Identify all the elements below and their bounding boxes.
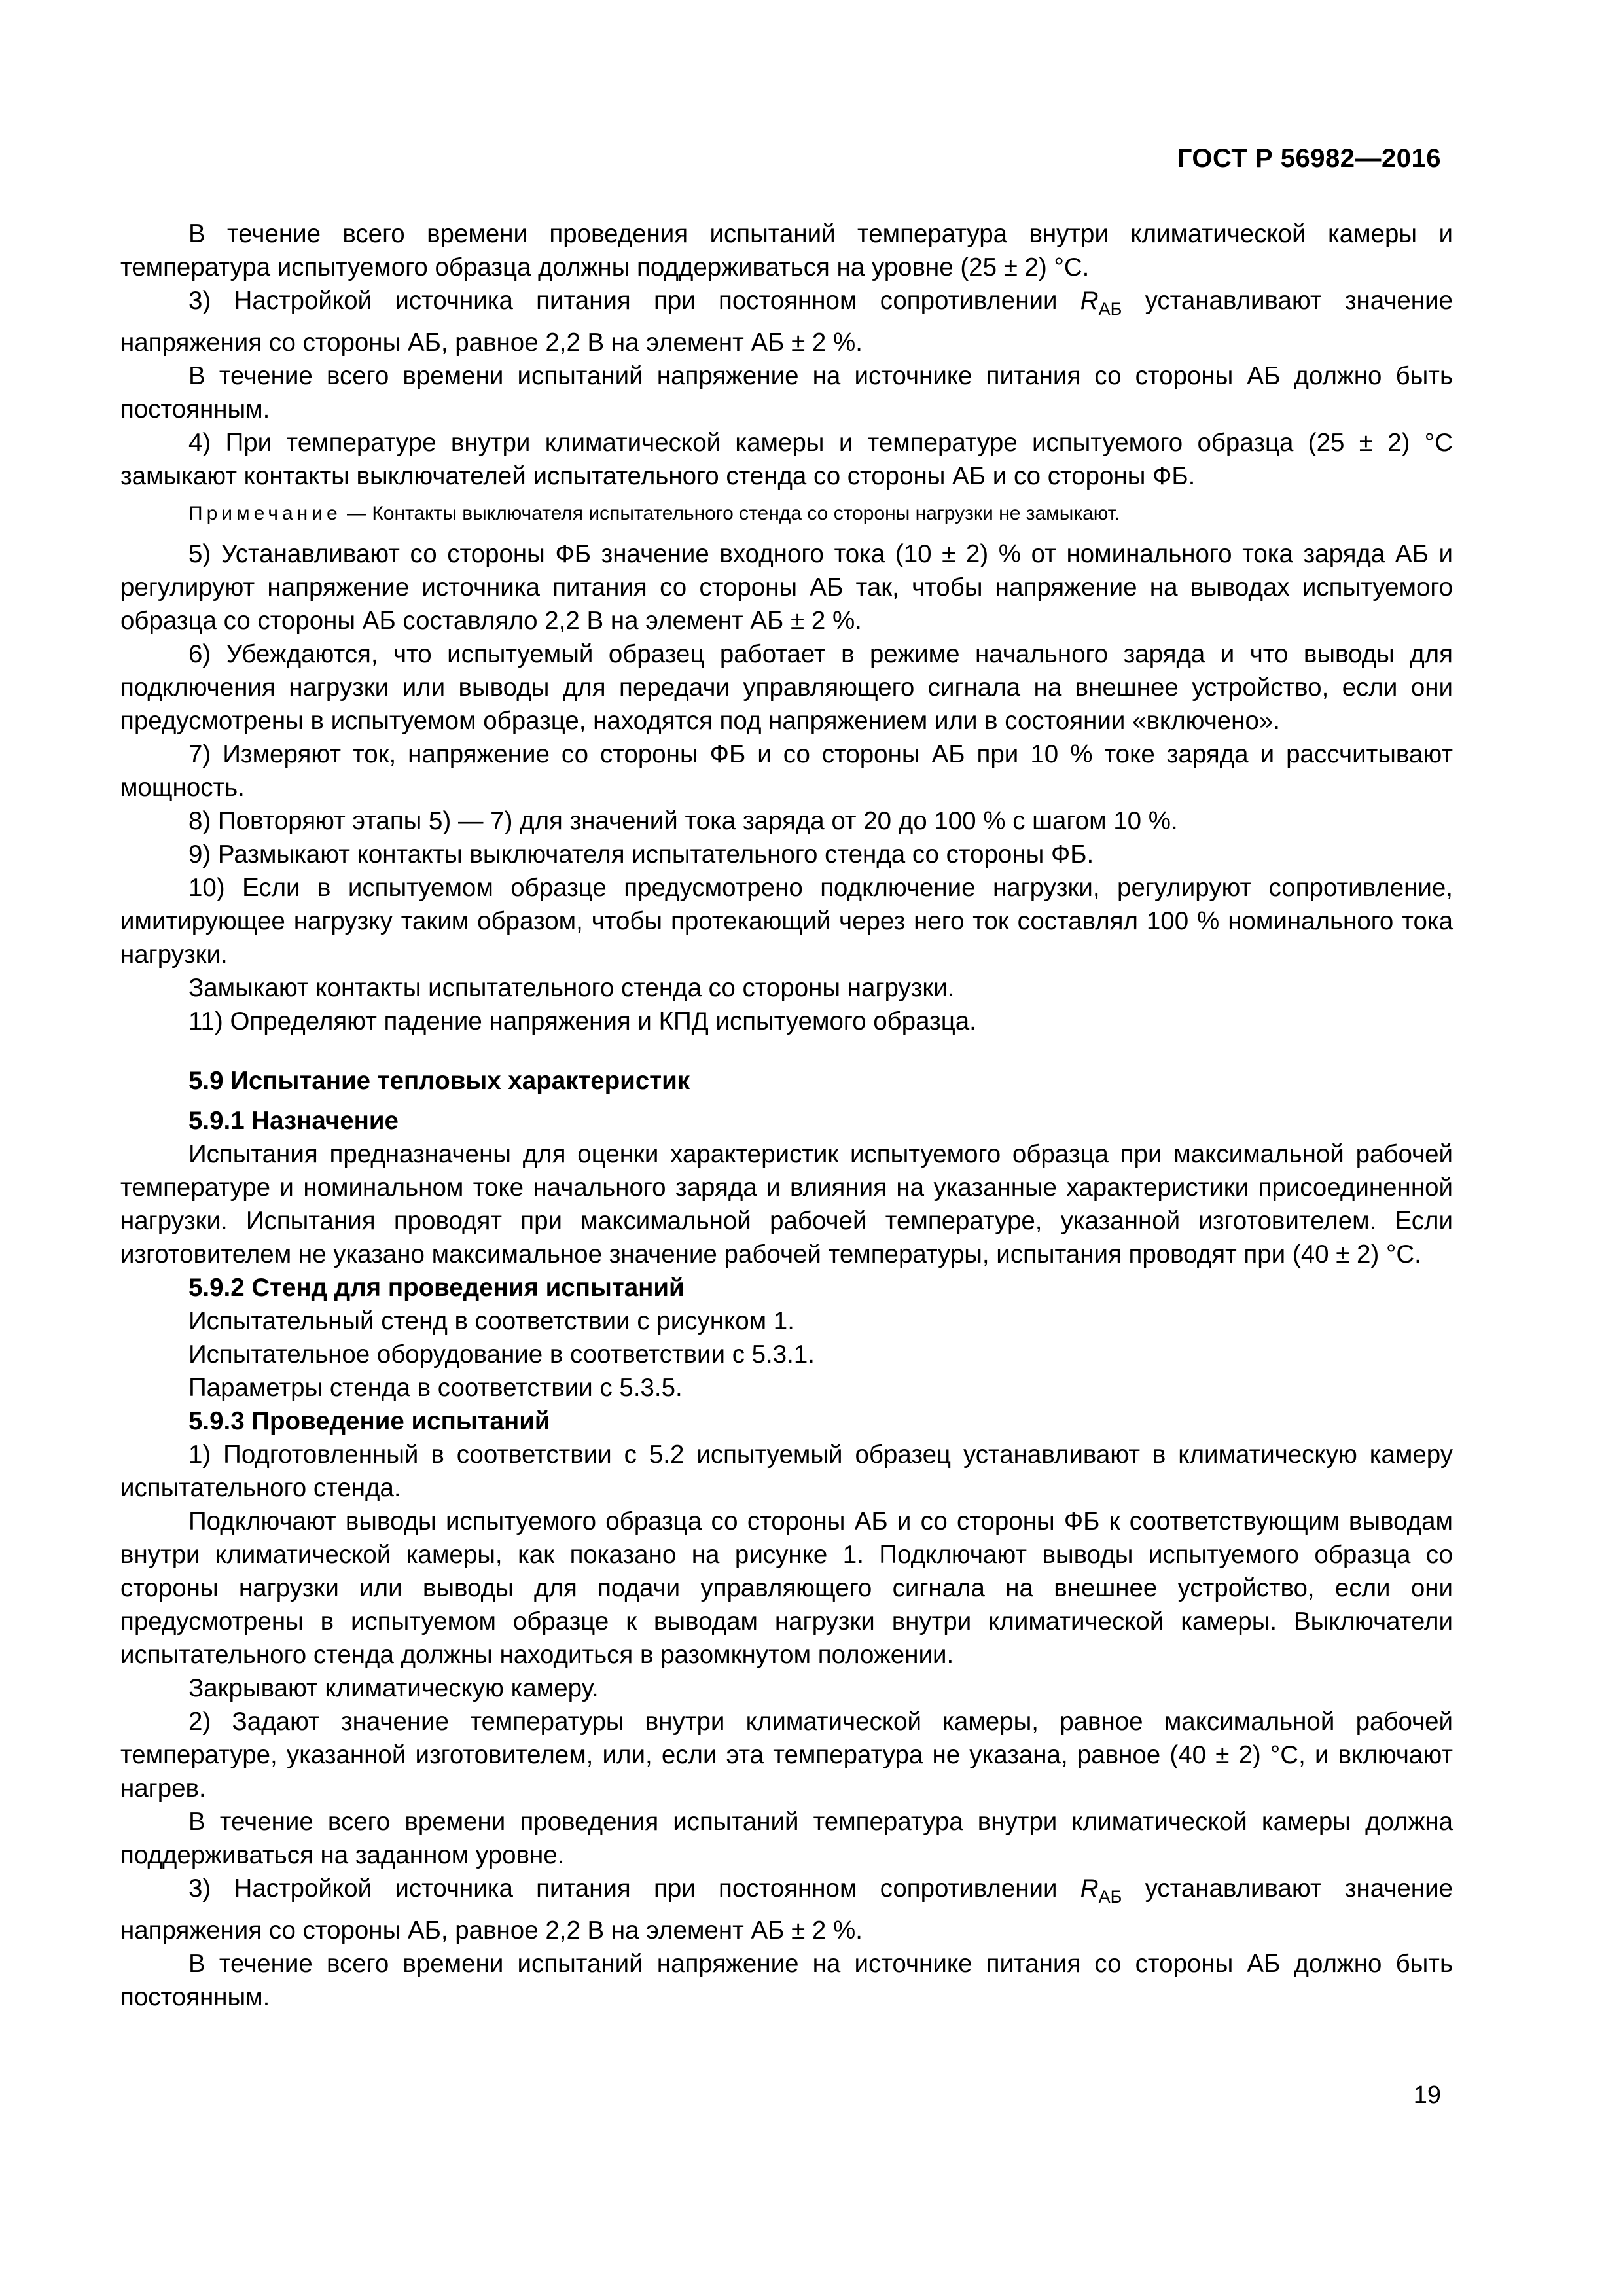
paragraph: В течение всего времени проведения испытаний температура внутри климатической камеры и температура испытуемого образца должны поддерживаться на уровне (25 ± 2) °С. <box>120 220 1453 281</box>
paragraph: 4) При температуре внутри климатической камеры и температуре испытуемого образца (25 ± 2) °С замыкают контакты выключателей испытательного стенда со стороны АБ и со стороны ФБ. <box>120 429 1453 490</box>
paragraph: В течение всего времени проведения испытаний температура внутри климатической камеры должна поддерживаться на заданном уровне. <box>120 1808 1453 1869</box>
paragraph: 11) Определяют падение напряжения и КПД испытуемого образца. <box>188 1007 976 1035</box>
note-paragraph <box>120 501 1453 527</box>
paragraph: В течение всего времени испытаний напряжение на источнике питания со стороны АБ должно быть постоянным. <box>120 1950 1453 2011</box>
subsection-heading: 5.9.2 Стенд для проведения испытаний <box>188 1274 685 1302</box>
note-text: — Контакты выключателя испытательного стенда со стороны нагрузки не замыкают. <box>341 503 1120 524</box>
resistance-symbol: R <box>1080 287 1099 315</box>
paragraph: 6) Убеждаются, что испытуемый образец работает в режиме начального заряда и что выводы для подключения нагрузки или выводы для передачи управляющего сигнала на внешнее устройство, если они предусмотрены в испытуемом образце, находятся под напряжением или в состоянии «включено». <box>120 640 1453 735</box>
paragraph: 3) Настройкой источника питания при постоянном сопротивлении $R_{АБ}$ устанавливают значение напряжения со стороны АБ, равное 2,2 В на элемент АБ ± 2 %. <box>120 287 1453 357</box>
paragraph: Закрывают климатическую камеру. <box>188 1674 599 1702</box>
document-body <box>120 217 1453 2014</box>
note-label: Примечание <box>188 503 342 524</box>
document-header: ГОСТ Р 56982—2016 <box>1177 144 1441 173</box>
paragraph: В течение всего времени испытаний напряжение на источнике питания со стороны АБ должно быть постоянным. <box>120 362 1453 423</box>
paragraph: 5) Устанавливают со стороны ФБ значение входного тока (10 ± 2) % от номинального тока заряда АБ и регулируют напряжение источника питания со стороны АБ так, чтобы напряжение на выводах испытуемого образца со стороны АБ составляло 2,2 В на элемент АБ ± 2 %. <box>120 540 1453 635</box>
subsection-heading: 5.9.3 Проведение испытаний <box>188 1407 550 1435</box>
page-number: 19 <box>1413 2081 1441 2109</box>
paragraph: 10) Если в испытуемом образце предусмотрено подключение нагрузки, регулируют сопротивление, имитирующее нагрузку таким образом, чтобы протекающий через него ток составлял 100 % номинального тока нагрузки. <box>120 874 1453 969</box>
paragraph: Замыкают контакты испытательного стенда со стороны нагрузки. <box>188 974 955 1002</box>
paragraph: Подключают выводы испытуемого образца со стороны АБ и со стороны ФБ к соответствующим выводам внутри климатической камеры, как показано на рисунке 1. Подключают выводы испытуемого образца со стороны нагрузки или выводы для подачи управляющего сигнала на внешнее устройство, если они предусмотрены в испытуемом образце к выводам нагрузки внутри климатической камеры. Выключатели испытательного стенда должны находиться в разомкнутом положении. <box>120 1507 1453 1669</box>
paragraph: 9) Размыкают контакты выключателя испытательного стенда со стороны ФБ. <box>188 840 1094 869</box>
paragraph: 8) Повторяют этапы 5) — 7) для значений тока заряда от 20 до 100 % с шагом 10 %. <box>188 807 1178 835</box>
paragraph: 2) Задают значение температуры внутри климатической камеры, равное максимальной рабочей температуре, указанной изготовителем, или, если эта температура не указана, равное (40 ± 2) °С, и включают нагрев. <box>120 1708 1453 1803</box>
resistance-subscript: АБ <box>1098 1887 1122 1907</box>
paragraph: Испытательное оборудование в соответствии с 5.3.1. <box>188 1340 815 1369</box>
paragraph: 3) Настройкой источника питания при постоянном сопротивлении $R_{АБ}$ устанавливают значение напряжения со стороны АБ, равное 2,2 В на элемент АБ ± 2 %. <box>120 1874 1453 1945</box>
paragraph: Испытательный стенд в соответствии с рисунком 1. <box>188 1307 794 1335</box>
paragraph: Параметры стенда в соответствии с 5.3.5. <box>188 1374 683 1402</box>
resistance-symbol: R <box>1080 1874 1099 1903</box>
paragraph: Испытания предназначены для оценки характеристик испытуемого образца при максимальной рабочей температуре и номинальном токе начального заряда и влияния на указанные характеристики присоединенной нагрузки. Испытания проводят при максимальной рабочей температуре, указанной изготовителем. Если изготовителем не указано максимальное значение рабочей температуры, испытания проводят при (40 ± 2) °С. <box>120 1140 1453 1268</box>
paragraph: 1) Подготовленный в соответствии с 5.2 испытуемый образец устанавливают в климатическую камеру испытательного стенда. <box>120 1441 1453 1502</box>
section-heading: 5.9 Испытание тепловых характеристик <box>188 1067 690 1095</box>
subsection-heading: 5.9.1 Назначение <box>188 1107 399 1135</box>
resistance-subscript: АБ <box>1098 299 1122 319</box>
paragraph: 7) Измеряют ток, напряжение со стороны ФБ и со стороны АБ при 10 % токе заряда и рассчитывают мощность. <box>120 740 1453 802</box>
